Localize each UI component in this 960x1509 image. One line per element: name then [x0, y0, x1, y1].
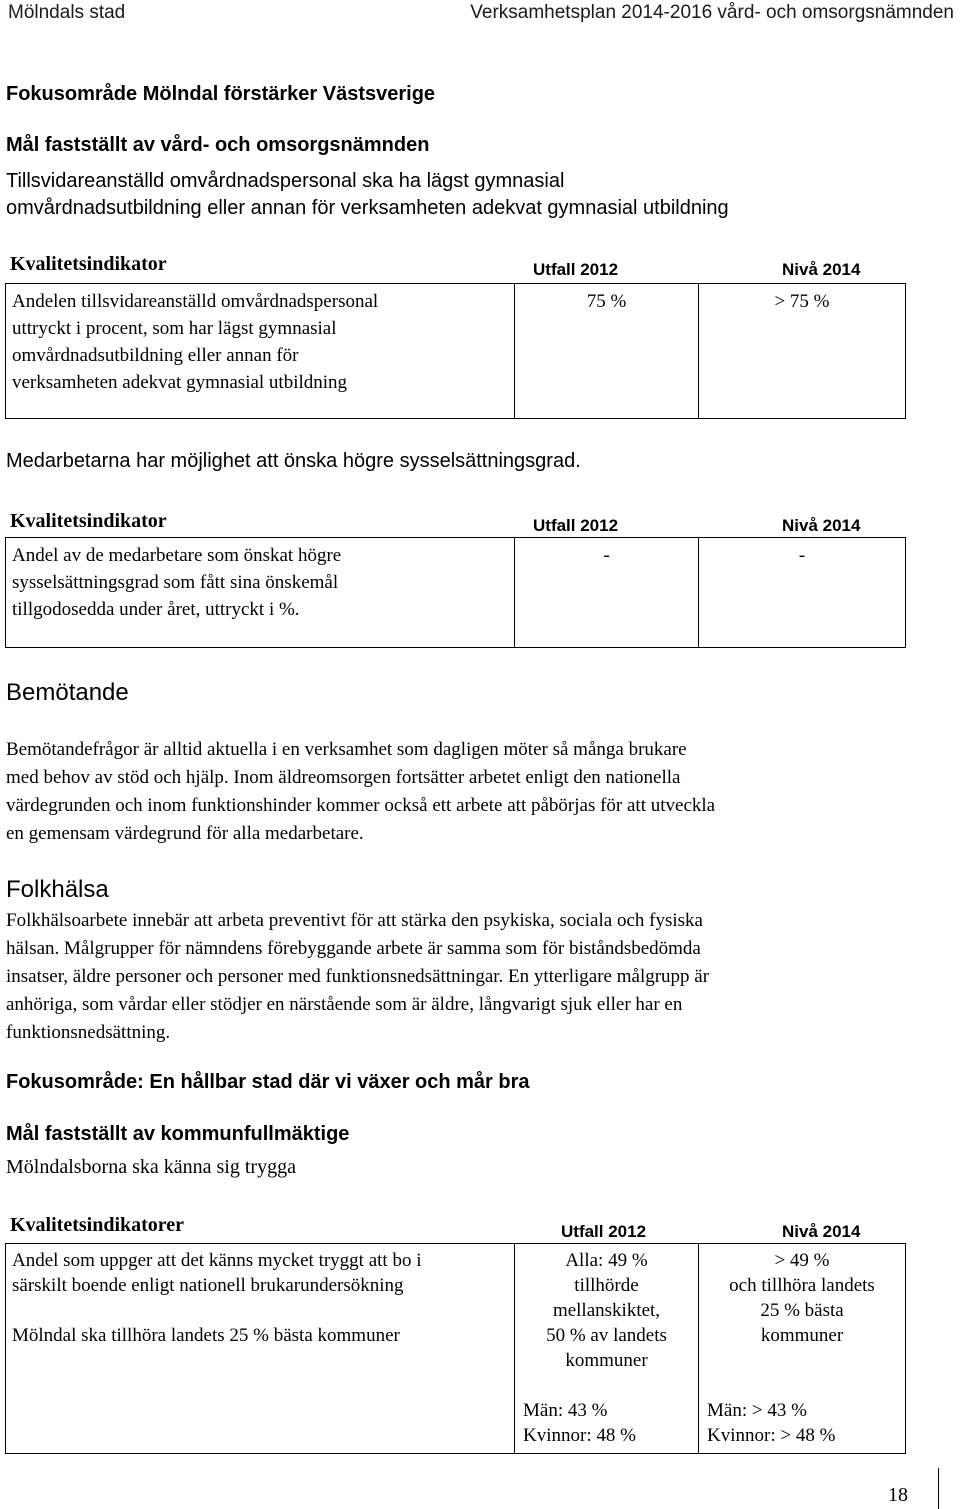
table-header-level: Nivå 2014	[782, 1222, 861, 1241]
focus-area-title: Fokusområde: En hållbar stad där vi växer och mår bra	[6, 1071, 530, 1093]
header-left: Mölndals stad	[8, 2, 126, 23]
indicator-line: uttryckt i procent, som har lägst gymnasial	[12, 318, 337, 339]
indicator-cell	[6, 538, 515, 648]
spacer	[699, 1348, 905, 1398]
page-number-divider	[938, 1468, 939, 1509]
page-number: 18	[888, 1484, 908, 1506]
goal-text: Medarbetarna har möjlighet att önska högre sysselsättningsgrad.	[6, 450, 581, 472]
table-header-outcome: Utfall 2012	[533, 516, 619, 535]
indicator-cell	[6, 284, 515, 419]
indicator-line: särskilt boende enligt nationell brukarundersökning	[12, 1275, 404, 1296]
section-heading-folkhalsa: Folkhälsa	[6, 876, 109, 903]
paragraph-line: en gemensam värdegrund för alla medarbetare.	[6, 823, 364, 844]
outcome-cell	[515, 1244, 699, 1454]
paragraph-line: med behov av stöd och hjälp. Inom äldreomsorgen fortsätter arbetet enligt den nationella	[6, 767, 681, 788]
indicator-line: Mölndal ska tillhöra landets 25 % bästa kommuner	[12, 1325, 400, 1346]
section-heading-bemotande: Bemötande	[6, 679, 129, 706]
table-header-outcome: Utfall 2012	[533, 260, 619, 279]
outcome-cell	[515, 538, 699, 648]
level-women: Kvinnor: > 48 %	[707, 1425, 836, 1446]
indicator-line: Andelen tillsvidareanställd omvårdnadspersonal	[12, 291, 379, 312]
indicator-cell	[6, 1244, 515, 1454]
table-header-indicator: Kvalitetsindikator	[10, 253, 167, 275]
outcome-line: Alla: 49 %	[565, 1250, 648, 1271]
indicator-line: omvårdnadsutbildning eller annan för	[12, 345, 299, 366]
indicator-line: verksamheten adekvat gymnasial utbildning	[12, 372, 348, 393]
page-header	[0, 0, 960, 28]
bemotande-paragraph	[6, 736, 906, 848]
level-line: > 49 %	[774, 1250, 830, 1271]
level-value: > 75 %	[774, 291, 830, 312]
goal-heading: Mål fastställt av kommunfullmäktige	[6, 1123, 350, 1145]
outcome-women: Kvinnor: 48 %	[523, 1425, 636, 1446]
paragraph-line: Folkhälsoarbete innebär att arbeta preventivt för att stärka den psykiska, sociala och fysiska	[6, 910, 703, 931]
level-men: Män: > 43 %	[707, 1400, 807, 1421]
outcome-line: tillhörde	[574, 1275, 639, 1296]
goal-heading: Mål fastställt av vård- och omsorgsnämnden	[6, 134, 430, 156]
indicator-line: tillgodosedda under året, uttryckt i %.	[12, 599, 300, 620]
level-line: kommuner	[760, 1325, 844, 1346]
level-cell	[699, 1244, 906, 1454]
focus-area-title: Fokusområde Mölndal förstärker Västsverige	[6, 83, 436, 105]
indicator-line: Andel av de medarbetare som önskat högre	[12, 545, 342, 566]
spacer	[515, 1373, 698, 1398]
header-right: Verksamhetsplan 2014-2016 vård- och omsorgsnämnden	[470, 2, 954, 23]
level-line: 25 % bästa	[760, 1300, 844, 1321]
folkhalsa-paragraph	[6, 907, 906, 1047]
outcome-line: 50 % av landets	[546, 1325, 667, 1346]
outcome-value: -	[603, 545, 610, 566]
table-header-outcome: Utfall 2012	[561, 1222, 647, 1241]
table-header-level: Nivå 2014	[782, 260, 861, 279]
table-header-indicator: Kvalitetsindikator	[10, 510, 167, 532]
paragraph-line: anhöriga, som vårdar eller stödjer en närstående som är äldre, långvarigt sjuk eller har en	[6, 994, 683, 1015]
paragraph-line: insatser, äldre personer och personer med funktionsnedsättningar. En ytterligare målgrupp är	[6, 966, 710, 987]
indicator-table	[5, 283, 906, 419]
spacer	[12, 1298, 508, 1323]
indicator-line: Andel som uppger att det känns mycket tryggt att bo i	[12, 1250, 422, 1271]
level-cell	[699, 284, 906, 419]
level-cell	[699, 538, 906, 648]
paragraph-line: Bemötandefrågor är alltid aktuella i en verksamhet som dagligen möter så många brukare	[6, 739, 687, 760]
outcome-value: 75 %	[586, 291, 627, 312]
goal-text: Mölndalsborna ska känna sig trygga	[6, 1156, 296, 1178]
outcome-line: kommuner	[565, 1350, 648, 1371]
table-header-level: Nivå 2014	[782, 516, 861, 535]
outcome-cell	[515, 284, 699, 419]
level-value: -	[798, 545, 806, 566]
paragraph-line: värdegrunden och inom funktionshinder kommer också ett arbete att påbörjas för att utveckla	[6, 795, 716, 816]
paragraph-line: funktionsnedsättning.	[6, 1022, 171, 1043]
table-header-indicator: Kvalitetsindikatorer	[10, 1214, 185, 1236]
outcome-men: Män: 43 %	[523, 1400, 608, 1421]
level-line: och tillhöra landets	[729, 1275, 875, 1296]
paragraph-line: hälsan. Målgrupper för nämndens förebyggande arbete är samma som för biståndsbedömda	[6, 938, 701, 959]
indicator-table	[5, 1243, 906, 1454]
goal-text-line: omvårdnadsutbildning eller annan för verksamheten adekvat gymnasial utbildning	[6, 197, 729, 219]
indicator-table	[5, 537, 906, 648]
goal-text-line: Tillsvidareanställd omvårdnadspersonal ska ha lägst gymnasial	[6, 170, 565, 192]
indicator-line: sysselsättningsgrad som fått sina önskemål	[12, 572, 339, 593]
outcome-line: mellanskiktet,	[552, 1300, 661, 1321]
